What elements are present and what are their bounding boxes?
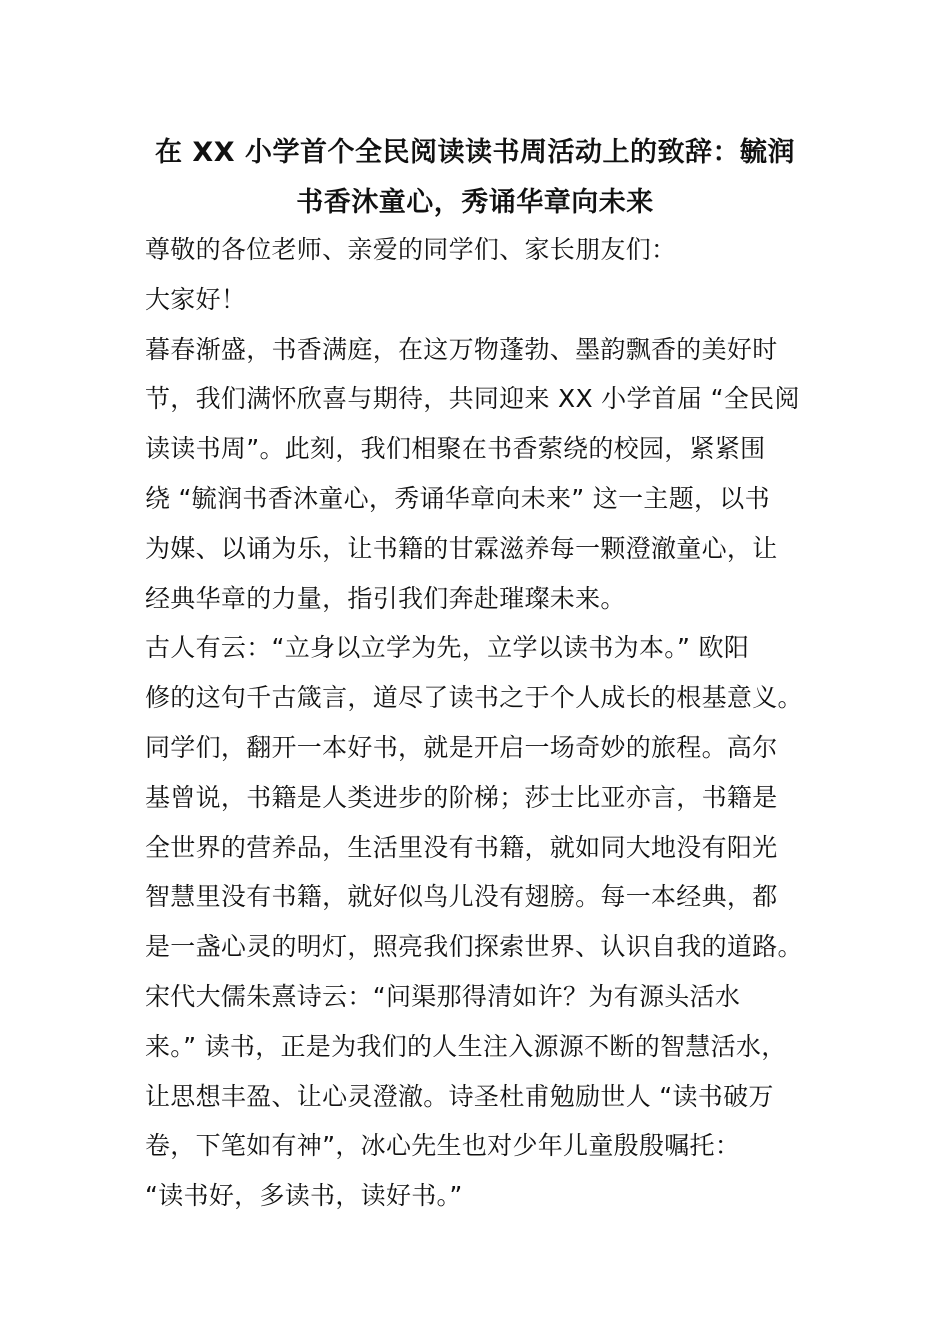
title-line-2: 书香沐童心，秀诵华章向未来 — [296, 187, 654, 218]
body-line: 基曾说，书籍是人类进步的阶梯；莎士比亚亦言，书籍是 — [145, 782, 778, 812]
document-title — [120, 128, 830, 228]
body-line: 全世界的营养品，生活里没有书籍，就如同大地没有阳光 — [145, 832, 778, 862]
body-line: 修的这句千古箴言，道尽了读书之于个人成长的根基意义。 — [145, 683, 803, 713]
body-line: 节，我们满怀欣喜与期待，共同迎来 XX 小学首届 “全民阅 — [145, 384, 800, 414]
body-line: 是一盏心灵的明灯，照亮我们探索世界、认识自我的道路。 — [145, 932, 803, 962]
salutation-line: 尊敬的各位老师、亲爱的同学们、家长朋友们： — [145, 235, 677, 264]
body-line: 让思想丰盈、让心灵澄澈。诗圣杜甫勉励世人 “读书破万 — [145, 1081, 774, 1111]
title-line-1: 在 XX 小学首个全民阅读读书周活动上的致辞：毓润 — [155, 137, 795, 168]
body-line: 绕 “毓润书香沐童心，秀诵华章向未来” 这一主题，以书 — [145, 483, 770, 513]
greeting-line: 大家好！ — [145, 284, 247, 314]
body-line: 读读书周”。此刻，我们相聚在书香萦绕的校园，紧紧围 — [145, 434, 766, 464]
document-body — [145, 225, 845, 1221]
body-line: “读书好，多读书，读好书。” — [145, 1181, 463, 1211]
body-line: 宋代大儒朱熹诗云：“问渠那得清如许？为有源头活水 — [145, 981, 741, 1011]
body-line: 来。” 读书，正是为我们的人生注入源源不断的智慧活水， — [145, 1031, 787, 1061]
body-line: 卷，下笔如有神”，冰心先生也对少年儿童殷殷嘱托： — [145, 1131, 741, 1161]
body-line: 为媒、以诵为乐，让书籍的甘霖滋养每一颗澄澈童心，让 — [145, 533, 778, 563]
body-line: 经典华章的力量，指引我们奔赴璀璨未来。 — [145, 583, 626, 613]
body-line: 暮春渐盛，书香满庭，在这万物蓬勃、墨韵飘香的美好时 — [145, 334, 778, 364]
body-line: 智慧里没有书籍，就好似鸟儿没有翅膀。每一本经典，都 — [145, 882, 778, 912]
body-line: 同学们，翻开一本好书，就是开启一场奇妙的旅程。高尔 — [145, 732, 778, 762]
body-line: 古人有云：“立身以立学为先，立学以读书为本。” 欧阳 — [145, 633, 750, 663]
